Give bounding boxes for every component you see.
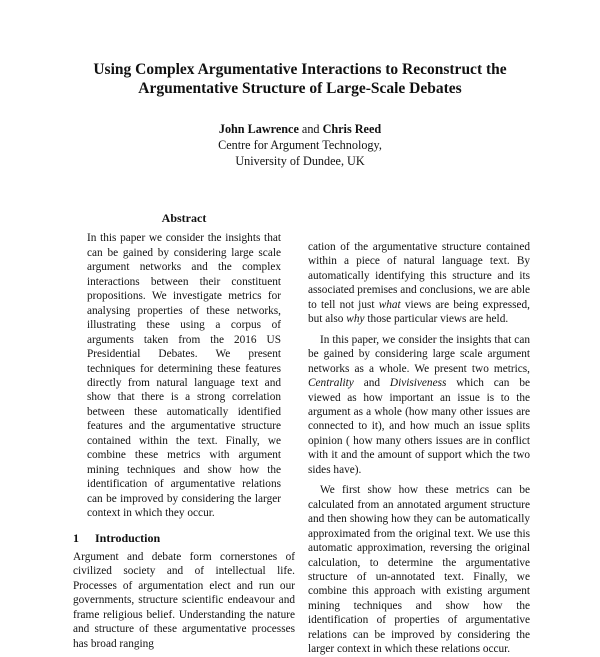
emphasis-divisiveness: Divisiveness bbox=[389, 377, 447, 390]
right-paragraph-3: We first show how these metrics can be calculated from an annotated argument structure and then showing how they can be automatically approximated from the original text. We use this automatic approximation, reversing the original calculation, to determine the argumentative structure of un-annotated text. Finally, we combine this approach with existing argument mining techniques and show how the identification of properties of argumentative relations can be improved by considering the larger context in which these relations occur. bbox=[308, 484, 530, 656]
emphasis-centrality: Centrality bbox=[308, 377, 354, 390]
abstract-heading: Abstract bbox=[161, 211, 207, 225]
author-1: John Lawrence bbox=[218, 122, 299, 136]
section-title: Introduction bbox=[95, 530, 161, 545]
affiliation-line-1: Centre for Argument Technology, bbox=[218, 138, 382, 152]
author-block bbox=[60, 121, 540, 169]
left-column bbox=[73, 211, 295, 651]
text-segment: and bbox=[353, 377, 390, 390]
title-line-2: Argumentative Structure of Large-Scale Debates bbox=[138, 80, 462, 97]
section-number: 1 bbox=[73, 530, 79, 545]
author-2: Chris Reed bbox=[322, 122, 382, 136]
author-conjunction: and bbox=[301, 122, 320, 136]
text-segment: In this paper, we consider the insights that can be gained by considering large scale argument networks as a whole. We present two metrics, bbox=[308, 333, 530, 375]
introduction-paragraph-1: Argument and debate form cornerstones of civilized society and of intellectual life. Processes of argumentation elect and run our governments, structure scientific endeavour and frame religious belief. Understanding the nature and structure of these argumentative processes has broad ranging bbox=[73, 550, 295, 650]
emphasis-what: what bbox=[378, 298, 401, 311]
text-segment: views are being expressed, but also bbox=[308, 298, 530, 326]
section-heading-introduction bbox=[73, 531, 295, 545]
title-line-1: Using Complex Argumentative Interactions to Reconstruct the bbox=[93, 61, 507, 78]
paper-title bbox=[60, 60, 540, 98]
text-segment: which can be viewed as how important an issue is to the argument as a whole (how many other issues are connected to it), and how much an issue splits opinion ( how many others issues are in conflict with it and the amount of support which the two sides have). bbox=[308, 377, 530, 476]
right-paragraph-1 bbox=[308, 240, 530, 327]
affiliation-line-2: University of Dundee, UK bbox=[235, 154, 365, 168]
emphasis-why: why bbox=[346, 313, 365, 326]
right-paragraph-2 bbox=[308, 333, 530, 478]
text-segment: those particular views are held. bbox=[364, 313, 509, 326]
abstract-text: In this paper we consider the insights that can be gained by considering large scale argument networks and the complex interactions between their constituent propositions. We investigate metrics for analysing properties of these networks, illustrating these using a corpus of arguments taken from the 2016 US Presidential Debates. We present techniques for determining these features directly from natural language text and show that there is a strong correlation between these automatically identified features and the argumentative structure contained within the text. Finally, we combine these metrics with argument mining techniques and show how the identification of argumentative relations can be improved by considering the larger context in which they occur. bbox=[87, 232, 281, 520]
right-column bbox=[308, 240, 530, 657]
text-segment: cation of the argumentative structure contained within a piece of natural language text. By automatically identifying this structure and its associated premises and conclusions, we are able to tell not just bbox=[308, 241, 530, 311]
author-names bbox=[60, 121, 540, 137]
